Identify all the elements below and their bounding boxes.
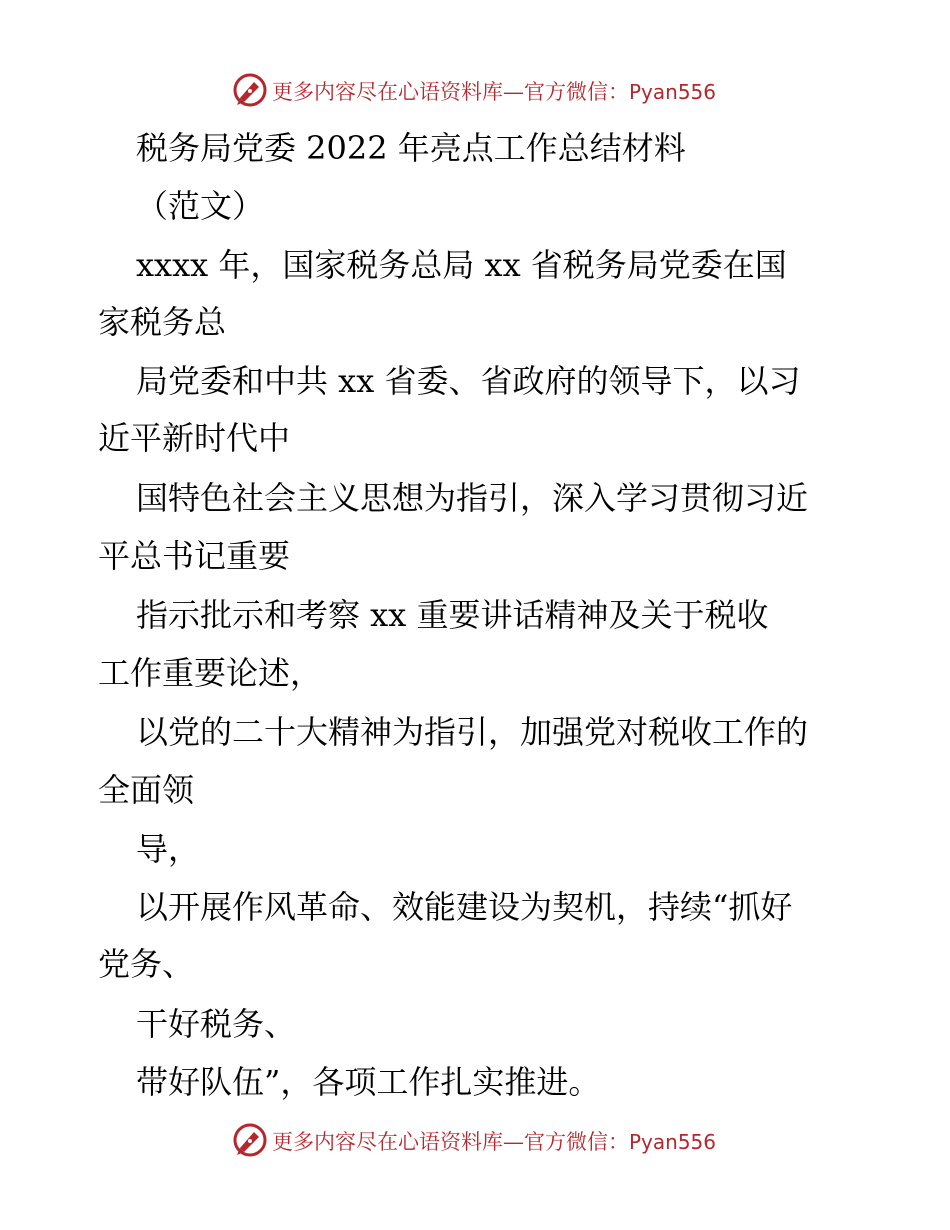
body-line: 带好队伍”，各项工作扎实推进。: [136, 1063, 601, 1101]
body-line: 指示批示和考察 xx 重要讲话精神及关于税收: [136, 596, 769, 634]
watermark-header: [0, 70, 950, 110]
body-line: 近平新时代中: [98, 419, 291, 457]
body-line: 全面领: [98, 771, 195, 809]
watermark-id: Pyan556: [629, 80, 717, 104]
body-line: 国特色社会主义思想为指引，深入学习贯彻习近: [136, 479, 809, 517]
body-line: 以党的二十大精神为指引，加强党对税收工作的: [136, 713, 809, 751]
document-title: 税务局党委 2022 年亮点工作总结材料: [136, 129, 686, 167]
pen-nib-logo-icon: [232, 1122, 268, 1158]
body-line: 局党委和中共 xx 省委、省政府的领导下，以习: [136, 362, 801, 400]
body-line: 干好税务、: [136, 1005, 297, 1043]
watermark-id: Pyan556: [629, 1130, 717, 1154]
body-line: xxxx 年，国家税务总局 xx 省税务局党委在国: [136, 246, 787, 284]
body-line: 导，: [136, 830, 201, 868]
body-line: 工作重要论述，: [98, 654, 323, 692]
body-line: 党务、: [98, 945, 195, 983]
watermark-footer: [0, 1120, 950, 1160]
document-subtitle: （范文）: [136, 187, 265, 225]
body-line: 以开展作风革命、效能建设为契机，持续“抓好: [136, 888, 793, 926]
watermark-text: 更多内容尽在心语资料库—官方微信：Pyan556: [272, 80, 717, 104]
watermark-text: 更多内容尽在心语资料库—官方微信：Pyan556: [272, 1130, 717, 1154]
body-line: 家税务总: [98, 303, 227, 341]
body-line: 平总书记重要: [98, 537, 291, 575]
pen-nib-logo-icon: [232, 72, 268, 108]
